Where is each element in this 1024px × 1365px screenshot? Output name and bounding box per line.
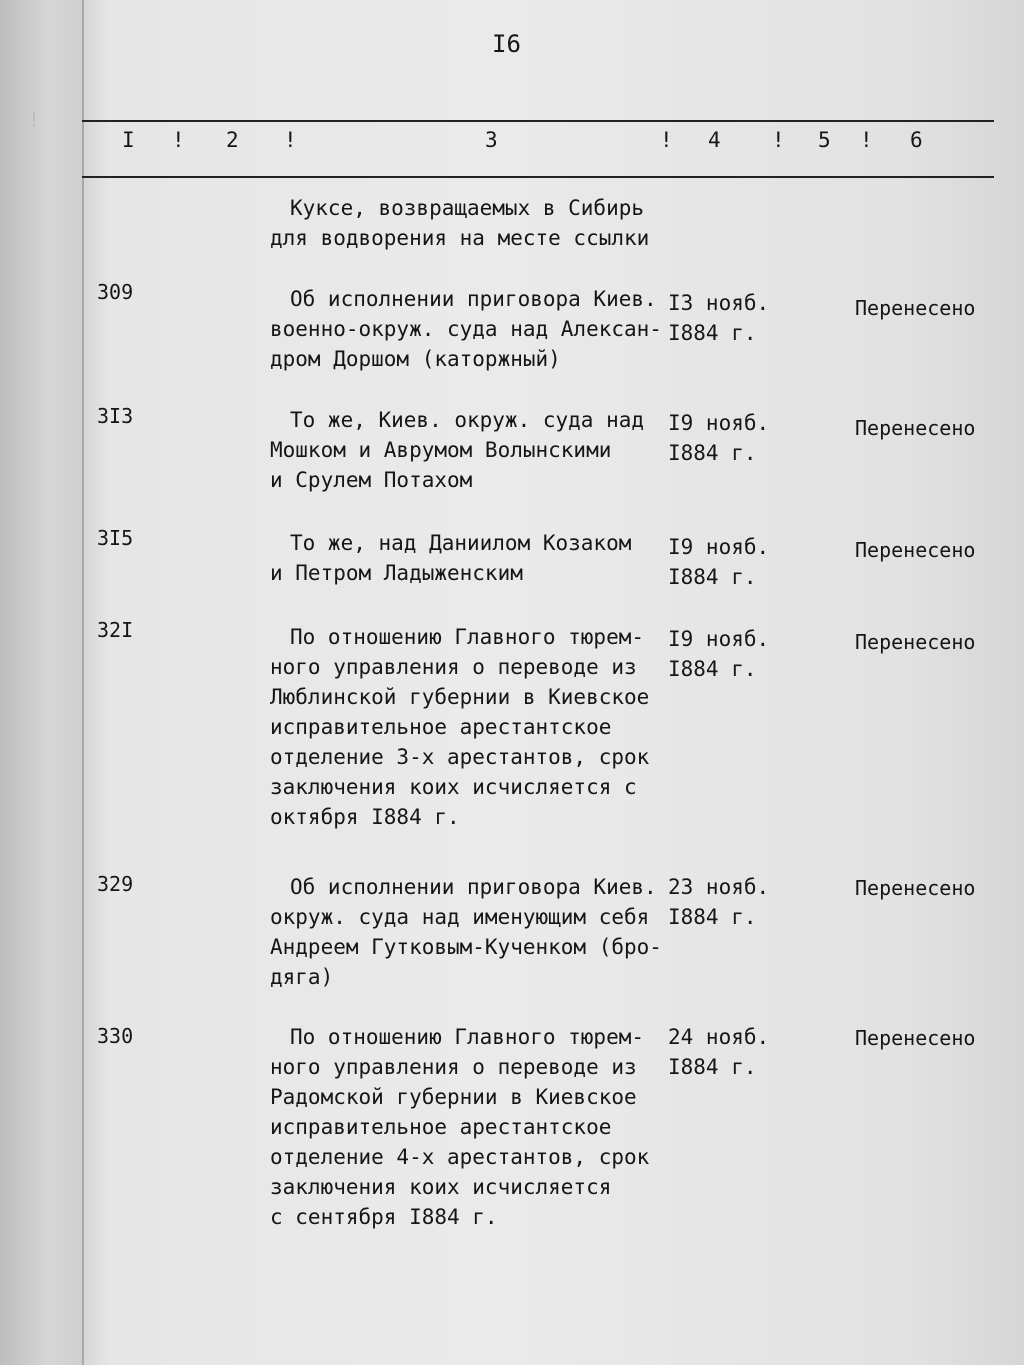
record-status: Перенесено — [855, 296, 976, 320]
header-rule-top — [82, 120, 994, 122]
description-line: военно-окруж. суда над Алексан- — [270, 317, 662, 341]
date-line: I3 нояб. — [668, 291, 770, 315]
date-line: I884 г. — [668, 321, 757, 345]
record-description — [270, 528, 670, 588]
column-header-1: I — [122, 128, 135, 152]
record-description — [270, 405, 670, 495]
description-line: отделение 4-х арестантов, срок — [270, 1145, 650, 1169]
date-line: I9 нояб. — [668, 411, 770, 435]
column-header-3: 3 — [485, 128, 498, 152]
date-line: I884 г. — [668, 657, 757, 681]
column-header-5: 5 — [818, 128, 831, 152]
description-line: для водворения на месте ссылки — [270, 226, 650, 250]
record-number: 3I5 — [97, 526, 134, 550]
description-line: ного управления о переводе из — [270, 655, 637, 679]
description-line: окруж. суда над именующим себя — [270, 905, 650, 929]
record-status: Перенесено — [855, 538, 976, 562]
record-date — [668, 624, 769, 684]
description-line: с сентября I884 г. — [270, 1205, 498, 1229]
column-separator: ! — [284, 128, 297, 152]
description-line: Мошком и Аврумом Волынскими — [270, 438, 612, 462]
description-line: Люблинской губернии в Киевское — [270, 685, 650, 709]
date-line: I884 г. — [668, 1055, 757, 1079]
record-date — [668, 288, 769, 348]
description-line: отделение 3-х арестантов, срок — [270, 745, 650, 769]
record-number: 32I — [97, 618, 134, 642]
record-status: Перенесено — [855, 1026, 976, 1050]
date-line: 23 нояб. — [668, 875, 770, 899]
record-description — [270, 193, 670, 253]
column-separator: ! — [172, 128, 185, 152]
record-number: 309 — [97, 280, 134, 304]
description-line: Куксе, возвращаемых в Сибирь — [290, 196, 645, 220]
record-status: Перенесено — [855, 630, 976, 654]
description-line: То же, над Даниилом Козаком — [290, 531, 632, 555]
record-status: Перенесено — [855, 876, 976, 900]
column-separator: ! — [772, 128, 785, 152]
description-line: Андреем Гутковым-Кученком (бро- — [270, 935, 662, 959]
description-line: То же, Киев. окруж. суда над — [290, 408, 645, 432]
date-line: I884 г. — [668, 565, 757, 589]
description-line: и Срулем Потахом — [270, 468, 473, 492]
header-rule-bottom — [82, 176, 994, 178]
record-date — [668, 532, 769, 592]
description-line: Об исполнении приговора Киев. — [290, 287, 657, 311]
description-line: По отношению Главного тюрем- — [290, 625, 645, 649]
record-date — [668, 408, 769, 468]
column-header-4: 4 — [708, 128, 721, 152]
record-description — [270, 622, 670, 832]
date-line: 24 нояб. — [668, 1025, 770, 1049]
description-line: заключения коих исчисляется с — [270, 775, 637, 799]
date-line: I884 г. — [668, 905, 757, 929]
column-separator: ! — [860, 128, 873, 152]
description-line: исправительное арестантское — [270, 715, 612, 739]
margin-mark: ! — [28, 108, 41, 132]
record-number: 329 — [97, 872, 134, 896]
column-header-6: 6 — [910, 128, 923, 152]
description-line: По отношению Главного тюрем- — [290, 1025, 645, 1049]
page-number: I6 — [492, 30, 521, 58]
column-separator: ! — [660, 128, 673, 152]
record-number: 3I3 — [97, 404, 134, 428]
record-date — [668, 1022, 769, 1082]
description-line: ного управления о переводе из — [270, 1055, 637, 1079]
description-line: Об исполнении приговора Киев. — [290, 875, 657, 899]
record-date — [668, 872, 769, 932]
date-line: I9 нояб. — [668, 535, 770, 559]
record-description — [270, 872, 670, 992]
date-line: I9 нояб. — [668, 627, 770, 651]
column-header-2: 2 — [226, 128, 239, 152]
binding-margin — [0, 0, 84, 1365]
description-line: дяга) — [270, 965, 334, 989]
description-line: исправительное арестантское — [270, 1115, 612, 1139]
record-description — [270, 284, 670, 374]
date-line: I884 г. — [668, 441, 757, 465]
record-status: Перенесено — [855, 416, 976, 440]
record-description — [270, 1022, 670, 1232]
record-number: 330 — [97, 1024, 134, 1048]
description-line: заключения коих исчисляется — [270, 1175, 612, 1199]
description-line: и Петром Ладыженским — [270, 561, 523, 585]
description-line: октября I884 г. — [270, 805, 460, 829]
description-line: Радомской губернии в Киевское — [270, 1085, 637, 1109]
description-line: дром Доршом (каторжный) — [270, 347, 561, 371]
